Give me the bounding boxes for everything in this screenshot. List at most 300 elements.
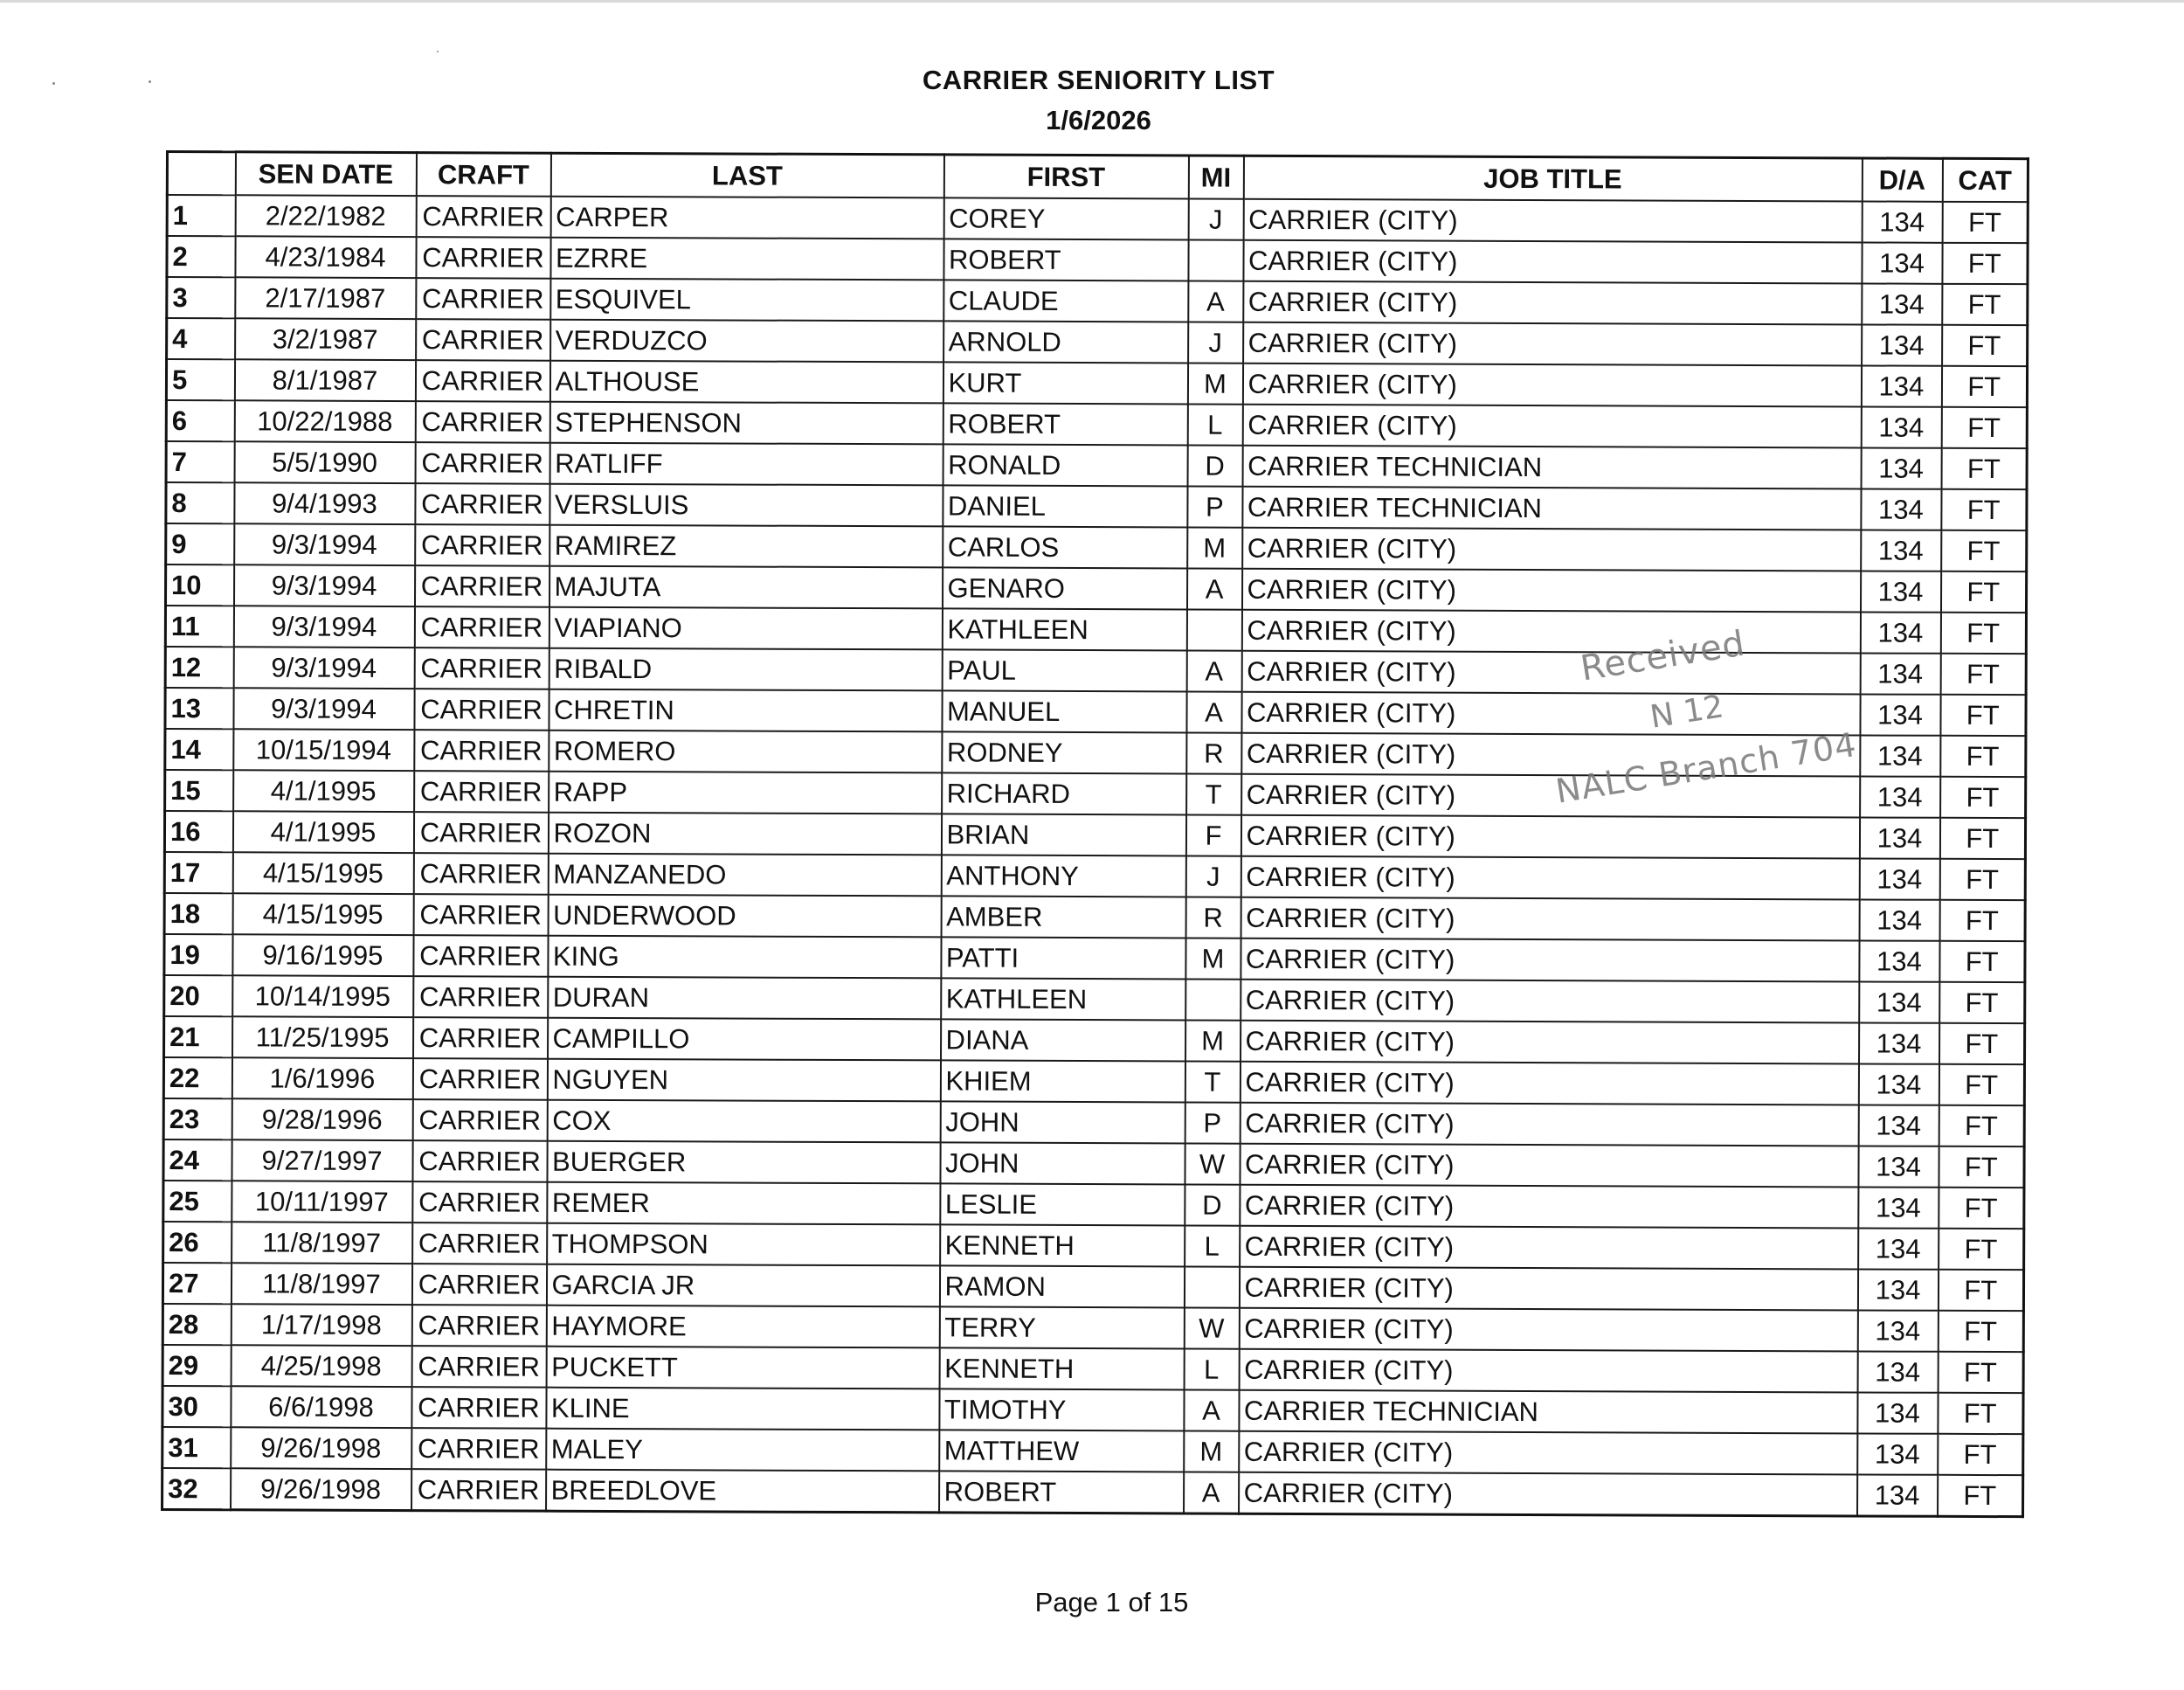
cell-sen-date: 10/14/1995: [232, 975, 413, 1017]
cell-job-title: CARRIER (CITY): [1239, 1349, 1857, 1393]
cell-number: 10: [165, 564, 233, 606]
cell-last: ESQUIVEL: [550, 279, 943, 322]
table-row: [163, 1181, 2024, 1229]
cell-number: 9: [166, 523, 234, 564]
cell-sen-date: 11/25/1995: [232, 1016, 413, 1058]
cell-sen-date: 5/5/1990: [234, 441, 415, 483]
cell-number: 32: [162, 1468, 231, 1510]
cell-last: RATLIFF: [549, 443, 943, 486]
cell-cat: FT: [1941, 448, 2027, 489]
cell-cat: FT: [1939, 1105, 2024, 1146]
cell-sen-date: 2/22/1982: [235, 195, 416, 237]
cell-job-title: CARRIER (CITY): [1241, 815, 1859, 859]
cell-first: MATTHEW: [939, 1430, 1184, 1472]
cell-job-title: CARRIER (CITY): [1240, 1062, 1858, 1105]
cell-mi: F: [1185, 814, 1241, 855]
cell-number: 23: [163, 1098, 232, 1139]
document-date: 1/6/2026: [1046, 105, 1151, 135]
cell-mi: W: [1184, 1307, 1239, 1348]
cell-mi: J: [1188, 198, 1243, 239]
col-header-da: D/A: [1862, 158, 1942, 202]
cell-job-title: CARRIER (CITY): [1239, 1267, 1857, 1311]
cell-last: VIAPIANO: [549, 607, 942, 650]
cell-da: 134: [1858, 1146, 1939, 1187]
cell-mi: L: [1187, 404, 1242, 445]
page-footer: Page 1 of 15: [1034, 1587, 1189, 1617]
cell-first: PAUL: [942, 649, 1186, 691]
cell-last: NGUYEN: [547, 1059, 940, 1102]
cell-craft: CARRIER: [411, 1387, 546, 1429]
stamp-branch-text: NALC Branch 704: [1552, 724, 1860, 811]
cell-craft: CARRIER: [414, 606, 549, 648]
table-row: [162, 1427, 2023, 1475]
cell-mi: M: [1185, 1020, 1241, 1061]
cell-sen-date: 9/3/1994: [233, 647, 414, 689]
cell-craft: CARRIER: [411, 1469, 546, 1511]
cell-da: 134: [1861, 365, 1941, 406]
cell-da: 134: [1860, 694, 1940, 735]
cell-number: 29: [162, 1345, 231, 1386]
cell-da: 134: [1860, 571, 1940, 612]
cell-da: 134: [1860, 612, 1940, 653]
cell-first: KATHLEEN: [942, 608, 1186, 650]
cell-cat: FT: [1942, 243, 2028, 284]
cell-job-title: CARRIER (CITY): [1240, 1226, 1858, 1270]
cell-mi: P: [1187, 486, 1242, 527]
col-header-sen-date: SEN DATE: [235, 152, 416, 196]
cell-da: 134: [1859, 899, 1939, 940]
cell-number: 26: [163, 1222, 232, 1263]
cell-number: 31: [162, 1427, 231, 1468]
cell-job-title: CARRIER (CITY): [1243, 240, 1862, 284]
cell-number: 4: [167, 318, 235, 359]
cell-job-title: CARRIER (CITY): [1239, 1472, 1857, 1516]
col-header-craft: CRAFT: [416, 153, 550, 197]
cell-job-title: CARRIER (CITY): [1241, 692, 1860, 736]
col-header-number: [167, 152, 235, 196]
table-row: [166, 482, 2027, 530]
col-header-cat: CAT: [1942, 158, 2028, 202]
cell-job-title: CARRIER (CITY): [1243, 199, 1862, 243]
cell-first: KENNETH: [940, 1224, 1185, 1266]
table-row: [162, 1386, 2023, 1434]
cell-mi: A: [1186, 650, 1241, 691]
cell-first: CLAUDE: [943, 280, 1188, 322]
cell-da: 134: [1858, 1063, 1939, 1105]
cell-job-title: CARRIER (CITY): [1241, 569, 1860, 613]
cell-da: 134: [1862, 242, 1942, 283]
cell-last: HAYMORE: [546, 1306, 939, 1348]
cell-last: UNDERWOOD: [548, 895, 941, 938]
cell-cat: FT: [1942, 325, 2028, 366]
cell-last: CAMPILLO: [548, 1018, 941, 1061]
col-header-first: FIRST: [943, 155, 1188, 199]
cell-mi: A: [1186, 691, 1241, 732]
cell-first: CARLOS: [943, 526, 1187, 568]
cell-craft: CARRIER: [411, 1428, 546, 1470]
cell-craft: CARRIER: [412, 1058, 547, 1100]
cell-first: JOHN: [940, 1101, 1185, 1143]
cell-job-title: CARRIER (CITY): [1241, 980, 1859, 1023]
cell-da: 134: [1862, 283, 1942, 324]
cell-cat: FT: [1939, 982, 2025, 1023]
cell-sen-date: 4/1/1995: [232, 811, 413, 853]
cell-cat: FT: [1941, 407, 2027, 448]
cell-job-title: CARRIER (CITY): [1241, 939, 1859, 982]
table-row: [162, 1345, 2023, 1393]
cell-last: CHRETIN: [549, 689, 942, 732]
cell-sen-date: 10/11/1997: [232, 1181, 412, 1222]
cell-craft: CARRIER: [415, 401, 549, 443]
cell-first: MANUEL: [942, 690, 1186, 732]
cell-last: MAJUTA: [549, 566, 942, 609]
cell-job-title: CARRIER TECHNICIAN: [1242, 446, 1861, 489]
cell-da: 134: [1857, 1269, 1938, 1310]
stamp-received-text: Received: [1578, 623, 1748, 689]
cell-number: 20: [164, 975, 232, 1016]
cell-number: 28: [162, 1304, 231, 1345]
cell-sen-date: 10/15/1994: [233, 729, 414, 771]
cell-mi: [1188, 239, 1243, 281]
cell-first: ROBERT: [943, 239, 1188, 281]
cell-number: 6: [166, 400, 234, 441]
cell-first: LESLIE: [940, 1183, 1185, 1225]
cell-first: JOHN: [940, 1142, 1185, 1184]
cell-first: ROBERT: [943, 403, 1187, 445]
cell-craft: CARRIER: [415, 524, 549, 566]
col-header-last: LAST: [550, 153, 943, 197]
cell-sen-date: 11/8/1997: [231, 1263, 411, 1305]
cell-last: BREEDLOVE: [546, 1470, 939, 1513]
cell-craft: CARRIER: [414, 565, 549, 607]
cell-job-title: CARRIER (CITY): [1240, 1144, 1858, 1188]
table-row: [167, 195, 2028, 243]
cell-sen-date: 9/26/1998: [231, 1468, 411, 1510]
cell-first: DANIEL: [943, 485, 1187, 527]
cell-cat: FT: [1940, 736, 2026, 777]
cell-craft: CARRIER: [414, 730, 549, 772]
table-row: [163, 1222, 2024, 1270]
cell-sen-date: 9/16/1995: [232, 934, 413, 976]
cell-mi: D: [1187, 445, 1242, 486]
cell-number: 12: [165, 647, 233, 688]
cell-job-title: CARRIER (CITY): [1241, 733, 1860, 777]
cell-number: 14: [165, 729, 233, 770]
cell-first: RAMON: [939, 1265, 1184, 1307]
cell-cat: FT: [1939, 1229, 2024, 1270]
cell-number: 3: [167, 277, 235, 318]
cell-sen-date: 9/3/1994: [234, 523, 415, 565]
cell-mi: J: [1185, 855, 1241, 897]
cell-last: ROZON: [548, 813, 941, 855]
cell-da: 134: [1862, 324, 1942, 365]
cell-mi: [1186, 609, 1241, 650]
cell-job-title: CARRIER (CITY): [1241, 897, 1859, 941]
cell-last: PUCKETT: [546, 1347, 939, 1389]
cell-first: ROBERT: [939, 1471, 1184, 1513]
cell-mi: J: [1188, 322, 1243, 363]
cell-craft: CARRIER: [413, 853, 548, 895]
cell-da: 134: [1858, 1187, 1939, 1228]
scan-top-edge: [0, 0, 2184, 3]
cell-last: KING: [548, 936, 941, 979]
cell-first: RICHARD: [942, 772, 1186, 814]
table-row: [165, 564, 2026, 613]
cell-job-title: CARRIER (CITY): [1241, 774, 1860, 818]
cell-craft: CARRIER: [412, 1140, 547, 1182]
cell-sen-date: 4/1/1995: [233, 770, 414, 812]
cell-number: 7: [166, 441, 234, 482]
cell-last: VERDUZCO: [550, 320, 943, 363]
cell-mi: L: [1184, 1348, 1239, 1389]
cell-cat: FT: [1938, 1270, 2023, 1311]
cell-da: 134: [1859, 981, 1939, 1022]
cell-craft: CARRIER: [411, 1305, 546, 1347]
header-row: [167, 152, 2028, 203]
cell-da: 134: [1861, 488, 1941, 530]
table-row: [166, 400, 2027, 448]
cell-last: STEPHENSON: [549, 402, 943, 445]
cell-cat: FT: [1938, 1475, 2023, 1517]
cell-cat: FT: [1940, 654, 2026, 695]
table-row: [165, 606, 2026, 654]
cell-first: DIANA: [941, 1019, 1185, 1061]
cell-craft: CARRIER: [414, 689, 549, 731]
cell-da: 134: [1861, 530, 1941, 571]
cell-craft: CARRIER: [413, 935, 548, 977]
document-title: CARRIER SENIORITY LIST: [922, 65, 1275, 95]
cell-craft: CARRIER: [413, 976, 548, 1018]
cell-craft: CARRIER: [414, 648, 549, 689]
cell-mi: W: [1185, 1143, 1240, 1184]
cell-da: 134: [1859, 940, 1939, 981]
cell-number: 15: [165, 770, 233, 811]
cell-cat: FT: [1942, 202, 2028, 243]
cell-sen-date: 6/6/1998: [231, 1386, 411, 1428]
cell-da: 134: [1859, 1022, 1939, 1063]
table-row: [164, 934, 2025, 982]
table-row: [165, 688, 2026, 736]
cell-last: CARPER: [550, 197, 943, 239]
cell-last: COX: [547, 1100, 940, 1143]
cell-first: KATHLEEN: [941, 978, 1185, 1020]
table-row: [164, 811, 2025, 859]
cell-craft: CARRIER: [415, 483, 549, 525]
cell-da: 134: [1858, 1228, 1939, 1269]
cell-mi: A: [1186, 568, 1241, 609]
cell-number: 11: [165, 606, 233, 647]
cell-sen-date: 4/25/1998: [231, 1345, 411, 1387]
cell-last: RIBALD: [549, 648, 942, 691]
cell-sen-date: 9/4/1993: [234, 482, 415, 524]
cell-last: RAPP: [549, 772, 942, 814]
stamp-date-text: N 12: [1648, 689, 1726, 736]
cell-mi: M: [1187, 363, 1242, 404]
cell-craft: CARRIER: [415, 442, 549, 484]
cell-da: 134: [1860, 735, 1940, 776]
cell-cat: FT: [1939, 859, 2025, 900]
cell-first: TIMOTHY: [939, 1389, 1184, 1430]
cell-da: 134: [1860, 776, 1940, 817]
scan-speck: [437, 51, 439, 52]
table-row: [163, 1098, 2024, 1146]
cell-job-title: CARRIER (CITY): [1243, 322, 1862, 366]
cell-number: 30: [162, 1386, 231, 1427]
cell-da: 134: [1861, 406, 1941, 447]
cell-last: EZRRE: [550, 238, 943, 281]
cell-sen-date: 4/23/1984: [235, 236, 416, 278]
cell-number: 22: [163, 1057, 232, 1098]
cell-cat: FT: [1939, 1064, 2024, 1105]
cell-mi: T: [1186, 773, 1241, 814]
cell-first: PATTI: [941, 937, 1185, 979]
cell-last: REMER: [547, 1182, 940, 1225]
table-row: [167, 318, 2028, 366]
cell-mi: M: [1187, 527, 1242, 568]
cell-da: 134: [1857, 1392, 1938, 1433]
table-row: [164, 893, 2025, 941]
cell-craft: CARRIER: [416, 196, 550, 238]
cell-mi: T: [1185, 1061, 1240, 1102]
cell-job-title: CARRIER (CITY): [1242, 528, 1861, 571]
cell-job-title: CARRIER TECHNICIAN: [1239, 1390, 1857, 1434]
cell-mi: [1185, 979, 1241, 1020]
cell-number: 13: [165, 688, 233, 729]
cell-cat: FT: [1942, 284, 2028, 325]
cell-last: THOMPSON: [547, 1223, 940, 1266]
cell-cat: FT: [1938, 1434, 2023, 1475]
table-row: [162, 1263, 2023, 1311]
cell-mi: A: [1184, 1389, 1239, 1430]
table-row: [164, 1016, 2025, 1064]
cell-last: GARCIA JR: [546, 1264, 939, 1307]
cell-cat: FT: [1940, 695, 2026, 736]
table-row: [166, 441, 2027, 489]
table-row: [162, 1468, 2023, 1517]
cell-job-title: CARRIER (CITY): [1242, 405, 1861, 448]
cell-last: ROMERO: [549, 731, 942, 773]
cell-mi: M: [1185, 938, 1241, 979]
cell-last: MALEY: [546, 1429, 939, 1472]
cell-mi: M: [1184, 1430, 1239, 1472]
cell-last: MANZANEDO: [548, 854, 941, 897]
table-row: [163, 1139, 2024, 1188]
cell-sen-date: 9/27/1997: [232, 1139, 412, 1181]
cell-mi: [1184, 1266, 1239, 1307]
cell-cat: FT: [1939, 1146, 2024, 1188]
cell-first: GENARO: [942, 567, 1186, 609]
cell-last: VERSLUIS: [549, 484, 943, 527]
cell-first: KHIEM: [940, 1060, 1185, 1102]
cell-sen-date: 2/17/1987: [235, 277, 416, 319]
cell-mi: A: [1184, 1472, 1239, 1513]
table-row: [163, 1057, 2024, 1105]
cell-sen-date: 10/22/1988: [234, 400, 415, 442]
col-header-job-title: JOB TITLE: [1243, 156, 1862, 201]
cell-number: 16: [164, 811, 232, 852]
cell-mi: R: [1185, 897, 1241, 938]
col-header-mi: MI: [1188, 156, 1243, 199]
cell-craft: CARRIER: [413, 1017, 548, 1059]
cell-cat: FT: [1939, 900, 2025, 941]
cell-craft: CARRIER: [412, 1222, 547, 1264]
cell-first: AMBER: [941, 896, 1185, 938]
cell-first: COREY: [943, 197, 1188, 239]
cell-number: 5: [166, 359, 234, 400]
cell-cat: FT: [1939, 818, 2025, 859]
cell-sen-date: 9/28/1996: [232, 1098, 412, 1140]
cell-sen-date: 4/15/1995: [232, 893, 413, 935]
cell-sen-date: 1/6/1996: [232, 1057, 412, 1099]
cell-number: 27: [162, 1263, 231, 1304]
cell-first: ARNOLD: [943, 321, 1188, 363]
cell-number: 17: [164, 852, 232, 893]
cell-number: 19: [164, 934, 232, 975]
cell-da: 134: [1857, 1474, 1938, 1516]
table-row: [162, 1304, 2023, 1352]
cell-job-title: CARRIER (CITY): [1241, 1021, 1859, 1064]
table-row: [167, 277, 2028, 325]
table-row: [165, 729, 2026, 777]
cell-number: 24: [163, 1139, 232, 1181]
cell-last: KLINE: [546, 1388, 939, 1430]
cell-cat: FT: [1941, 489, 2027, 530]
cell-da: 134: [1859, 858, 1939, 899]
cell-craft: CARRIER: [413, 812, 548, 854]
cell-first: RONALD: [943, 444, 1187, 486]
cell-mi: A: [1188, 281, 1243, 322]
cell-job-title: CARRIER (CITY): [1240, 1185, 1858, 1229]
cell-sen-date: 11/8/1997: [232, 1222, 412, 1264]
cell-sen-date: 9/26/1998: [231, 1427, 411, 1469]
cell-sen-date: 9/3/1994: [233, 564, 414, 606]
cell-craft: CARRIER: [415, 360, 549, 402]
cell-first: KENNETH: [939, 1347, 1184, 1389]
cell-mi: R: [1186, 732, 1241, 773]
cell-first: KURT: [943, 362, 1187, 404]
seniority-table: [161, 150, 2029, 1518]
cell-sen-date: 4/15/1995: [232, 852, 413, 894]
cell-last: BUERGER: [547, 1141, 940, 1184]
cell-cat: FT: [1940, 571, 2026, 613]
cell-job-title: CARRIER (CITY): [1242, 364, 1861, 407]
table-body: [162, 195, 2028, 1517]
cell-first: BRIAN: [941, 814, 1185, 855]
cell-craft: CARRIER: [413, 894, 548, 936]
cell-craft: CARRIER: [414, 771, 549, 813]
cell-job-title: CARRIER (CITY): [1239, 1431, 1857, 1475]
table-row: [164, 975, 2025, 1023]
cell-last: DURAN: [548, 977, 941, 1020]
table-row: [166, 359, 2027, 407]
cell-cat: FT: [1941, 366, 2027, 407]
cell-job-title: CARRIER (CITY): [1243, 281, 1862, 325]
cell-cat: FT: [1939, 941, 2025, 982]
cell-mi: L: [1185, 1225, 1240, 1266]
cell-craft: CARRIER: [416, 319, 550, 361]
cell-craft: CARRIER: [411, 1346, 546, 1388]
cell-last: ALTHOUSE: [549, 361, 943, 404]
cell-craft: CARRIER: [411, 1264, 546, 1306]
cell-last: RAMIREZ: [549, 525, 943, 568]
table-row: [165, 770, 2026, 818]
cell-da: 134: [1858, 1105, 1939, 1146]
cell-number: 2: [167, 236, 235, 277]
cell-craft: CARRIER: [412, 1099, 547, 1141]
cell-job-title: CARRIER TECHNICIAN: [1242, 487, 1861, 530]
cell-da: 134: [1857, 1433, 1938, 1474]
cell-first: RODNEY: [942, 731, 1186, 773]
